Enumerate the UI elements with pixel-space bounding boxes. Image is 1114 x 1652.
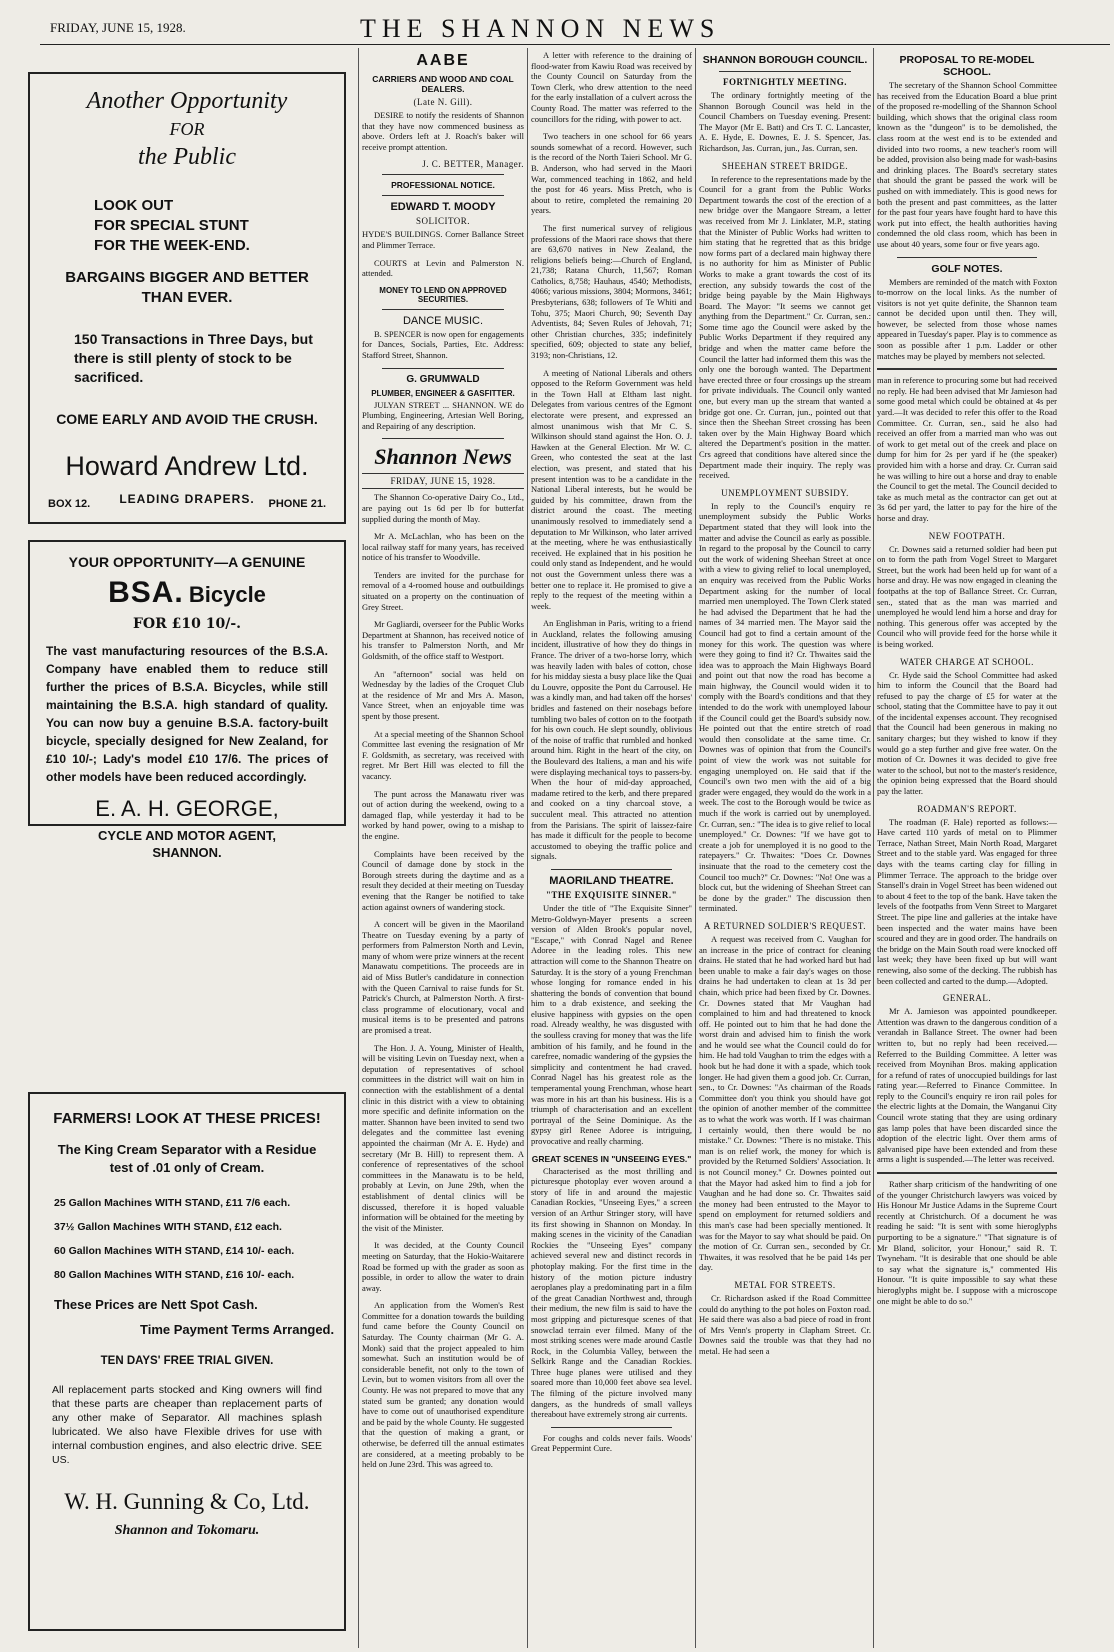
council-paragraph: Cr. Richardson asked if the Road Committee could do anything to the pot holes on Foxton road. He said there was also a bad piece of road in front of Mrs Venn's property in Clapham Street. Cr. Downes said the trouble was that they had no metal. He had seen a — [699, 1292, 871, 1356]
news-paragraph: The Hon. J. A. Young, Minister of Health, will be visiting Levin on Tuesday next, when a deputation of representatives of school committees in the district will wait on him in connection with the establishment of a dental clinic in this district with a view to obtaining more specific and definite information on the matter. Shannon have been invited to send two delegates and the committee last evening appointed the chairman (Mr A. E. Hyde) and secretary (Mr B. Hill) to represent them. A conference of representatives of the school committees in the Manawatu is to be held, probably at Levin, on June 29th, when the establishment of dental clinics will be discussed, therefore it is hoped valuable information will be obtained for the meeting by the visit of the Minister. — [362, 1042, 524, 1233]
news-paragraph: The punt across the Manawatu river was out of action during the weekend, owing to a damaged flap, while yesterday it had to be worked by hand power, owing to a mishap to the engine. — [362, 788, 524, 841]
divider — [382, 309, 504, 310]
ad-tagline: LEADING DRAPERS. — [119, 492, 255, 506]
divider — [382, 368, 504, 369]
news-paragraph: A concert will be given in the Maoriland Theatre on Tuesday evening by a party of performers from Palmerston North and Levin, many of whom were prize winners at the recent Manawatu competitions. The proceeds are in aid of Miss Butler's candidature in connection with the Queen Carnival to raise funds for St. Patrick's Church, at Palmerston North. A first-class programme of elocutionary, vocal and musical items is to be presented and patrons are promised a treat. — [362, 919, 524, 1036]
theatre-article: Under the title of "The Exquisite Sinner" Metro-Goldwyn-Mayer presents a screen version of Alden Brook's popular novel, "Escape," with Conrad Nagel and Renee Adoree in the leading roles. This new attraction will come to the Shannon Theatre on Saturday. It is the story of a young Frenchman whose longing for romance ended in his shattering the bonds of convention that bound him to a drab existence, and seeking the elusive happiness with gypsies on the open road. Already wealthy, he was disgusted with the soulless craving for money that was the life ambition of his family, and he found in the carefree, nomadic wandering of the gypsies the simplicity and contentment he had craved. Conrad Nagel has his greatest role as the temperamental young Frenchman, whose heart was more in his art than his business. His is a triumph of characterisation and an excellent portrayal of the Seine Dominique. As the gypsy girl Renee Adoree is intriguing, provocative and really charming. — [531, 902, 692, 1146]
column-divider — [358, 48, 359, 1648]
council-paragraph: A request was received from C. Vaughan for an increase in the price of contract for cleaning drains. He stated that he had worked hard but had been unable to make a fair day's wages on those drains he had undertaken to clean at 1s 3d per chain, which price had been fixed by Cr. Downes. Cr. Downes stated that Mr Vaughan had complained to him and had threatened to knock off. He pointed out to him that he had done the worst drain and advised him to finish the work and he would see what the Council could do for him. He had told Vaughan to trim the edges with a hook but he had done it with a spade, which took longer. He had given them a good job. Cr. Curran, sen., to Cr. Downes: "As chairman of the Roads Committee don't you think you should have got the opinion of another member of the committee as to what the work was worth. If I was chairman I certainly would, then there would be no mistake." Cr. Downes: "There is no mistake. This man is on relief work, the money for which is provided by the Returned Soldiers' Association. It is not Council money." Cr. Downes pointed out that the Mayor had asked him to find a job for Vaughan and he had done so. Cr. Thwaites said the money had been entrusted to the Mayor to spend on employment for returned soldiers and this man's case had been specially mentioned. It was for the Mayor to say what should be paid. On the motion of Cr. Curran sen., seconded by Cr. Thwaites, it was resolved that he be paid 14s per day. — [699, 933, 871, 1273]
news-paragraph: Rather sharp criticism of the handwriting of one of the younger Christchurch lawyers was voiced by His Honour Mr Justice Adams in the Supreme Court recently at Christchurch. Of a document he was reading he said: "It is sent with some hieroglyphs purporting to be a signature." "That signature is of Mr Bland, solicitor, your Honour," said R. T. Twyneham. "It is desirable that one should be able to say what the signature is," commented His Honour. "It is quite impossible to say what these hieroglyphs might be. I suppose with a microscope one might be able to do so." — [877, 1179, 1057, 1306]
ad-line: FOR SPECIAL STUNT — [94, 217, 249, 234]
section-heading: NEW FOOTPATH. — [928, 530, 1006, 541]
aabe-notice: DESIRE to notify the residents of Shannon that they have now commenced business as above. Orders left at J. Roach's baker will receive prompt attention. — [362, 110, 524, 152]
news-paragraph: Two teachers in one school for 66 years sounds somewhat of a record. However, such is the record of the North Taieri School. Mr G. B. Anderson, who had served in the Maori War, commenced teaching in 1862, and held the post for 46 years. Miss Pretch, who is about to retire, completed the remaining 20 years. — [531, 131, 692, 216]
ad-phone: PHONE 21. — [268, 498, 326, 510]
ad-town: SHANNON. — [152, 845, 222, 860]
ad-subheading: The King Cream Separator with a Residue test of .01 only of Cream. — [57, 1142, 317, 1175]
ad-line: These Prices are Nett Spot Cash. — [54, 1297, 258, 1312]
news-paragraph: An Englishman in Paris, writing to a friend in Auckland, relates the following amusing incident, illustrative of how they do things in France. The driver of a two-horse lorry, which was heavily laden with bales of cotton, chose for his midday siesta a busy place like the Quai du Louvre, opposite the Pont du Carrousel. He was a kindly man, and had taken off the horses' bridles and fastened on their nosebags before tumbling two bales of cotton on to the footpath for his own couch. He slept soundly, oblivious of the noise of traffic that rumbled and honked around him. Right in the heart of the city, on the Boulevard des Italiens, a man and his wife were displaying mechanical toys to passers-by. When the hour of mid-day approached, madame retired to the kerb, and there prepared and cooked on a tiny charcoal stove, a succulent meal. This attracted no attention from the Parisians. The spirit of laissez-faire has made it difficult for the people to become accustomed to obeying the traffic police and signals. — [531, 618, 692, 862]
theatre-subheading: "THE EXQUISITE SINNER." — [545, 889, 678, 900]
golf-heading: GOLF NOTES. — [931, 262, 1003, 275]
ad-line: FOR THE WEEK-END. — [94, 237, 250, 254]
council-paragraph: In reply to the Council's enquiry re unemployment subsidy the Public Works Department stated that they will look into the matter and advise the Council as early as possible. In regard to the proposal by the Council to carry out the work of widening Sheehan Street at once with a view to giving relief to local unemployed, an enquiry was received from the Public Works Department asking for the number of local married men unemployed. The Town Clerk stated he had advised the Department that he had the names of 34 married men. The Mayor said the Council had got to find a certain amount of the money for this work. The question was where were they going to find it? Cr. Thwaites said the idea was to approach the Main Highways Board and point out that now the road has become a main highway, the Council would widen it to comply with the Board's conditions and that they intended to do the work with unemployed labour if the Council could get the Board's subsidy now. He pointed out that the entire stretch of road would then consolidate at the same time. Cr. Downes was of opinion that from the Council's point of view the work was not suitable for engaging unemployed on. He said that if the Council's own two men with the aid of a big grader were engaged, they would do the work in a week. The cost to the Borough would be twice as much if the work is carried out by unemployed. Cr. Curran, sen.: "The idea is to give relief to local unemployed." Cr. Downes: "If we have got to create a job for unemployed it is no good to the ratepayers." Cr. Thwaites: "Does Cr. Downes insinuate that the road to the cemetery cost the Council too much?" Cr. Downes: "No! One was a block cut, but the widening of Sheehan Street can be done by the grader." The discussion then terminated. — [699, 500, 871, 914]
golf-paragraph: Members are reminded of the match with Foxton to-morrow on the local links. As the number of visitors is not yet quite definite, the Shannon team cannot be decided upon until then. They will, however, be selected from those whose names appeared in Tuesday's paper. Play is to commence as soon as possible after 1 p.m. Ladder or other matches may be played by members not selected. — [877, 276, 1057, 361]
ad-body: The vast manufacturing resources of the B.S.A. Company have enabled them to reduce still further the prices of B.S.A. Bicycles, while still maintaining the B.S.A. high standard of quality. You can now buy a genuine B.S.A. factory-built bicycle, specially designed for New Zealand, for £10 10/-; Lady's model £10 17/6. The prices of other models have been reduced accordingly. — [46, 644, 328, 784]
ad-company-name: E. A. H. GEORGE, — [95, 796, 279, 821]
news-paragraph: Tenders are invited for the purchase for removal of a 4-roomed house and outbuildings situated on a property on the continuation of Grey Street. — [362, 569, 524, 612]
money-to-lend: MONEY TO LEND ON APPROVED SECURITIES. — [379, 285, 507, 304]
price-list-item: 80 Gallon Machines WITH STAND, £16 10/- each. — [54, 1269, 295, 1281]
price-list-item: 60 Gallon Machines WITH STAND, £14 10/- each. — [54, 1245, 295, 1257]
moody-address: HYDE'S BUILDINGS. Corner Ballance Street and Plimmer Terrace. — [362, 229, 524, 250]
theatre-heading: MAORILAND THEATRE. — [549, 874, 674, 887]
school-heading: PROPOSAL TO RE-MODEL SCHOOL. — [899, 54, 1035, 78]
nameplate-date: FRIDAY, JUNE 15, 1928. — [362, 473, 524, 489]
news-paragraph: The Shannon Co-operative Dairy Co., Ltd., are paying out 1s 6d per lb for butterfat supplied during the month of May. — [362, 492, 524, 524]
column-divider — [527, 48, 528, 1648]
column-divider — [695, 48, 696, 1648]
scenes-article: Characterised as the most thrilling and picturesque photoplay ever woven around a story of life in and around the majestic Canadian Rockies, "Unseeing Eyes," a screen version of an Arthur Stringer story, will have its first showing in Shannon on Monday. In making scenes in the vicinity of the Canadian Rockies the "Unseeing Eyes" company achieved several new and distinct records in photoplay making. For the first time in the history of the motion picture industry aeroplanes play a predominating part in a film of the great Canadian Northwest and, through their medium, the new film is said to have the most gripping and picturesque scenes of that snowclad terrain ever filmed. Many of the most striking scenes were made around Castle Rock, in the Columbia Valley, between the Selkirk Range and the Canadian Rockies. Three huge planes were utilised and they soared more than 10,000 feet above sea level. The filming of the picture involved many dangers, as the hundreds of small valleys thereabout have extremely strong air currents. — [531, 1165, 692, 1420]
section-heading: UNEMPLOYMENT SUBSIDY. — [721, 487, 849, 498]
section-heading: ROADMAN'S REPORT. — [917, 803, 1017, 814]
section-heading: A RETURNED SOLDIER'S REQUEST. — [704, 920, 866, 931]
divider — [551, 1427, 672, 1428]
price-list — [54, 1197, 334, 1281]
grumwald-name: G. GRUMWALD — [406, 373, 480, 385]
news-paragraph: The first numerical survey of religious professions of the Maori race shows that there are 63,670 natives in New Zealand, the religions beliefs being:—Church of England, 21,738; Ratana Church, 11,567; Roman Catholics, 8,758; Hauhaus, 4540; Methodists, 4066; various missions, 3804; Mormons, 3461; Presbyterians, 638; followers of Te Whiti and Tohu, 375; Maori Church, 90; Seventh Day Adventists, 84; Seven Rules of Jehovah, 71; other Christian churches, 335; indefinitely specified, 609; objected to state any belief, 3193; non-Christians, 12. — [531, 222, 692, 361]
ad-heading: FARMERS! LOOK AT THESE PRICES! — [53, 1110, 321, 1127]
ad-heading: the Public — [138, 144, 236, 170]
divider — [897, 257, 1037, 258]
ad-heading: Another Opportunity — [86, 88, 288, 114]
scenes-heading: GREAT SCENES IN "UNSEEING EYES." — [531, 1153, 692, 1164]
council-paragraph: Mr A. Jamieson was appointed poundkeeper. Attention was drawn to the dangerous condition of a verandah in Ballance Street. The owner had been written to, but no reply had been received.—Referred to the Building Committee. A letter was received from Moynihan Bros. making application for a refund of rates of unoccupied buildings for last rating year.—Referred to Finance Committee. In reply to the Council's enquiry re iron rail poles for the electric lights at the Domain, the Wanganui City Council wrote stating that they are using ordinary gas lamp poles that have been discarded since the adoption of the electric light. Over them arms of galvanised pipe have been extended and from these arms a light is suspended.—The letter was received. — [877, 1006, 1057, 1165]
professional-notice: PROFESSIONAL NOTICE. — [391, 180, 495, 191]
divider — [877, 368, 1057, 370]
peppermint-ad: For coughs and colds never fails. Woods' Great Peppermint Cure. — [531, 1432, 692, 1454]
council-paragraph: Cr. Hyde said the School Committee had asked him to inform the Council that the Board had refused to pay the charge of £5 for water at the school, stating that the Committee have to pay it out of the incidental expenses account. They recognised that the Council had been generous in making no sanitary charges; but they wished to know if they would go a step further and give free water. On the motion of Cr. Downes it was decided to give free water to the school, but not to the master's residence, the opinion being expressed that the Board should pay the latter. — [877, 669, 1057, 797]
ad-line: Time Payment Terms Arranged. — [140, 1322, 335, 1337]
price-list-item: 25 Gallon Machines WITH STAND, £11 7/6 each. — [54, 1197, 291, 1209]
ad-line: TEN DAYS' FREE TRIAL GIVEN. — [100, 1355, 274, 1367]
ad-heading: YOUR OPPORTUNITY—A GENUINE — [68, 554, 306, 570]
column-5 — [877, 50, 1057, 1640]
news-paragraph: An "afternoon" social was held on Wednesday by the ladies of the Croquet Club at the residence of Mr and Mrs A. Mason, Vance Street, when an enjoyable time was spent by those present. — [362, 668, 524, 721]
divider — [382, 195, 504, 196]
moody-title: SOLICITOR. — [415, 216, 471, 227]
ad-heading: FOR — [169, 119, 205, 139]
council-continued: man in reference to procuring some but had received no reply. He had been advised that Mr Jamieson had some good metal which could be obtained at 4s per yard.—It was decided to refer this offer to the Road Committee. Cr. Curran, sen., said he also had received an offer from a married man who was out of work to get metal out of the creek and place on dump for him for 2s per yard if he (the speaker) provided him with a horse and dray. Cr. Curran said he was willing to hire out a horse and dray to enable the Council to get the metal. The Council decided to take as much metal as the contractor can get out at 3s 6d per yard, the latter to pay for the hire of the horse and dray. — [877, 375, 1057, 523]
news-paragraph: It was decided, at the County Council meeting on Saturday, that the Hokio-Waitarere Road be formed up with the grader as soon as possible, in order to allow the water to drain away. — [362, 1240, 524, 1293]
divider — [551, 869, 672, 870]
grumwald-subtitle: PLUMBER, ENGINEER & GASFITTER. — [371, 388, 515, 398]
ad-company-name: W. H. Gunning & Co, Ltd. — [64, 1489, 310, 1514]
council-paragraph: The roadman (F. Hale) reported as follows:—Have carted 110 yards of metal on to Plimmer Terrace, Nathan Street, Main North Road, Margaret Street and to the stable yard. Was engaged for three days with the teams carting clay for filling in Plimmer Terrace. The approach to the bridge over Stansell's drain in Vogel Street has been widened out to about 4 feet to the top of the bank. Have taken the levels of the footpaths from Venn Street to Margaret Street. The pipe line and galleries at the intake have been inspected and the water mains have been scoured and they are in good order. The handrails on the bridge on the Main South road were knocked off last week; they have been fixed up but will want renewing, also some of the decking. The rubbish has been collected and carted to the dump.—Adopted. — [877, 816, 1057, 986]
ad-company-name: Howard Andrew Ltd. — [65, 451, 309, 481]
news-paragraph: A meeting of National Liberals and others opposed to the Reform Government was held in the Town Hall at Eltham last night. Delegates from various centres of the Egmont electorate were present, and expressed an almost unanimous wish that Mr C. S. Wilkinson should stand against the Hon. O. J. Hawken at the General Election. Mr W. C. Green, who contested the seat at the last election, was present, and stated that his present intention was to be a candidate in the National Liberal interests, but he would be guided by his committee, drawn from the district around the coast. The meeting unanimously resolved to immediately send a deputation to Mr Wilkinson, who later arrived at the meeting, where he was enthusiastically received. He explained that in his position he could only stand as Independent, and he would not oust the Government unless there was a better one to replace it. He promised to give a reply to the request of the meeting within a week. — [531, 367, 692, 611]
ad-town: Shannon and Tokomaru. — [114, 1523, 260, 1538]
column-4 — [699, 50, 871, 1640]
moody-name: EDWARD T. MOODY — [390, 201, 496, 214]
bsa-word: Bicycle — [188, 582, 266, 607]
ad-tagline: CYCLE AND MOTOR AGENT, — [98, 828, 276, 843]
ad-box: BOX 12. — [48, 498, 91, 510]
council-heading: SHANNON BOROUGH COUNCIL. — [702, 54, 868, 66]
ad-line: COME EARLY AND AVOID THE CRUSH. — [56, 411, 318, 427]
price-list-item: 37½ Gallon Machines WITH STAND, £12 each. — [54, 1221, 282, 1233]
section-heading: WATER CHARGE AT SCHOOL. — [900, 656, 1034, 667]
council-paragraph: The ordinary fortnightly meeting of the Shannon Borough Council was held in the Council Chambers on Tuesday evening. Present: The Mayor (Mr E. Batt) and Crs T. C. Lancaster, A. E. Hyde, E. Downes, E. J. S. Spencer, Jas. Richardson, Jas. Curran, jun., Jas. Curran, sen. — [699, 90, 871, 153]
masthead-date: FRIDAY, JUNE 15, 1928. — [50, 20, 186, 35]
masthead-title: THE SHANNON NEWS — [360, 14, 721, 43]
section-heading: METAL FOR STREETS. — [734, 1279, 836, 1290]
ad-line: BARGAINS BIGGER AND BETTER THAN EVER. — [65, 269, 309, 306]
council-paragraph: In reference to the representations made by the Council for a grant from the Public Works Department towards the cost of the erection of a new bridge over the Mangaore Stream, a letter was received from Mr J. Linklater, M.P., stating that the Minister of Public Works had written to him stating that he regretted that as this bridge now forms part of a declared main highway there is no authority for him as Minister of Public Works to make a grant towards the cost of its erection, any subsidy towards the cost of the bridge being payable by the Main Highways Board. The Mayor: "It seems we cannot get anything from the Department." Cr. Curran, sen.: Some time ago the Council were asked by the Public Works Department if they required any bridge and when the matter came before the Council the latter had informed them this was the only one the borough wanted. The Department have erected three or four crossings up the stream for private individuals. The Council only wanted one, but every man up the stream that wanted a bridge got one. Cr. Curran, jun., pointed out that since then the Sheehan Street crossing has been taken over by the Main Highway Board which altered the Department's position in the matter. Crs agreed that conditions have altered since the Department made their inquiry. The reply was received. — [699, 173, 871, 481]
news-paragraph: A letter with reference to the draining of flood-water from Kawiu Road was received by the County Council on Saturday from the Town Clerk, who drew attention to the need for the early installation of a culvert across the County Road. The matter was referred to the councillors for the riding, with power to act. — [531, 50, 692, 124]
dance-music-notice: B. SPENCER is now open for engagements for Dances, Socials, Parties, Etc. Address: Stafford Street, Shannon. — [362, 328, 524, 360]
column-2 — [362, 50, 524, 1640]
aabe-title: AABE — [416, 52, 470, 69]
news-paragraph: Mr Gagliardi, overseer for the Public Works Department at Shannon, has received notice of his transfer to Palmerston North, and Mr Goldsmith, of the office staff to Westport. — [362, 619, 524, 662]
divider — [719, 71, 851, 72]
ad-price: FOR £10 10/-. — [132, 616, 242, 632]
divider — [382, 174, 504, 175]
masthead-rule — [40, 44, 1110, 45]
news-paragraph: At a special meeting of the Shannon School Committee last evening the resignation of Mr F. Goldsmith, as secretary, was received with regret. Mr Bert Hill was elected to fill the vacancy. — [362, 728, 524, 781]
news-paragraph: Complaints have been received by the Council of damage done by stock in the Borough streets during the daytime and as a result they decided at their meeting on Tuesday evening that the Ranger be notified to take action against owners of wandering stock. — [362, 848, 524, 912]
divider — [877, 1172, 1057, 1174]
aabe-subtitle: CARRIERS AND WOOD AND COAL DEALERS. — [372, 74, 514, 94]
ad-line: 150 Transactions in Three Days, but there is still plenty of stock to be sacrificed. — [74, 331, 313, 385]
ad-product — [30, 576, 344, 610]
grumwald-notice: JULYAN STREET ... SHANNON. WE do Plumbing, Engineering, Artesian Well Boring, and Repairing of any description. — [362, 399, 524, 431]
aabe-signature: J. C. BETTER, Manager. — [422, 159, 524, 170]
nameplate: Shannon News — [374, 444, 512, 470]
news-paragraph: An application from the Women's Rest Committee for a donation towards the building fund came before the County Council on Saturday. The County chairman (Mr G. A. Monk) said that the project appealed to him somewhat. Such an institution would be of considerable benefit, not only to the town of Levin, but to women visitors from all over the County. He was not prepared to move that any stated sum be granted; any donation would have to come out of unauthorised expenditure and be paid by the whole County. He suggested that the question of making a grant, or otherwise, be deferred till the annual estimates are considered, at a meeting probably to be held on June 23rd. This was agreed to. — [362, 1300, 524, 1470]
howard-andrew-ad — [28, 72, 346, 524]
column-divider — [873, 48, 874, 1648]
gunning-separator-ad — [28, 1092, 346, 1631]
section-heading: SHEEHAN STREET BRIDGE. — [721, 160, 849, 171]
moody-courts: COURTS at Levin and Palmerston N. attended. — [362, 257, 524, 279]
dance-music-title: DANCE MUSIC. — [402, 314, 484, 327]
divider — [382, 438, 504, 439]
ad-body: All replacement parts stocked and King owners will find that these parts are cheaper than replacement parts of any other make of Separator. All machines splash lubricated. We also have Flexible drives for use with internal combustion engines, and also electric drive. SEE US. — [52, 1384, 322, 1466]
news-paragraph: Mr A. McLachlan, who has been on the local railway staff for many years, has received notice of his transfer to Woodville. — [362, 531, 524, 563]
council-paragraph: Cr. Downes said a returned soldier had been put on to form the path from Vogel Street to Margaret Street, but the work had been held up for want of a horse and dray. He was now engaged in cleaning the footpaths at the top of Ballance Street. Cr. Curran, sen., stated that as the man was married and unemployed he would lend him a horse and dray for nothing. This generous offer was accepted by the Council who will provide feed for the horse while it is being worked. — [877, 543, 1057, 649]
masthead — [0, 0, 1114, 44]
ad-line: LOOK OUT — [94, 197, 174, 214]
council-subheading: FORTNIGHTLY MEETING. — [722, 77, 848, 87]
column-3 — [531, 50, 692, 1640]
school-paragraph: The secretary of the Shannon School Committee has received from the Education Board a blue print of the proposed re-modelling of the Shannon School building, which shows that the original class room known as the "dungeon" is to be demolished, the class room at the west end is to be extended and divided into two rooms, a new teacher's room will be added, provision also being made for wash-basins and drinking places. The Board's secretary states that should the grant be passed the work will be pushed on with immediately. This is good news for both the present and past committees, as the latter for the past four years have fought hard to have this work put into effect, the health authorities having condemned the old class room, which has been in use about 40 years, some four or five years ago. — [877, 80, 1057, 249]
section-heading: GENERAL. — [942, 993, 992, 1004]
bsa-bicycle-ad — [28, 540, 346, 860]
aabe-late: (Late N. Gill). — [413, 97, 473, 107]
bsa-brand: BSA. — [108, 576, 184, 609]
